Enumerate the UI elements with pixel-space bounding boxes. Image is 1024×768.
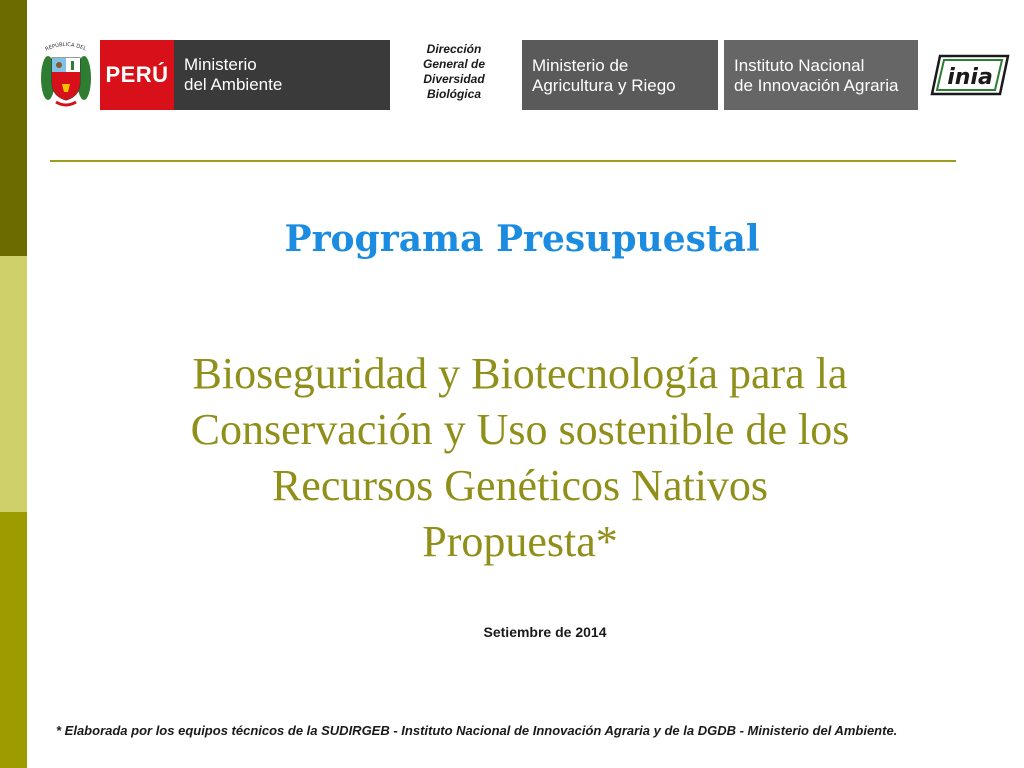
minam-line-2: del Ambiente [184,75,283,94]
inia-line-2: de Innovación Agraria [734,76,899,95]
minagri-line-1: Ministerio de [532,56,629,75]
minagri-line-2: Agricultura y Riego [532,76,676,95]
inia-logo-text: inia [947,65,993,90]
dgdb-line-3: Diversidad [423,72,485,86]
inia-line-1: Instituto Nacional [734,56,865,75]
slide-subtitle [60,346,980,570]
minam-name [174,40,390,110]
subtitle-line-4: Propuesta* [422,517,618,566]
dgdb-line-4: Biológica [426,87,481,101]
coat-text: REPÚBLICA DEL [44,41,87,53]
side-bar-bottom [0,512,27,768]
inia-institute-logo [724,40,918,110]
inia-logo-icon [928,52,1012,98]
subtitle-line-2: Conservación y Uso sostenible de los [190,405,850,454]
subtitle-line-3: Recursos Genéticos Nativos [271,461,769,510]
peru-coat-of-arms-icon [38,38,94,110]
dgdb-line-2: General de [422,57,486,71]
peru-label: PERÚ [100,40,174,110]
slide-title: Programa Presupuestal [284,218,760,260]
dgdb-line-1: Dirección [426,42,482,56]
slide-date: Setiembre de 2014 [483,624,607,640]
minam-line-1: Ministerio [184,55,257,74]
slide-footnote: * Elaborada por los equipos técnicos de la SUDIRGEB - Instituto Nacional de Innovación Agraria y de la DGDB - Ministerio del Ambiente. [56,723,898,738]
minam-logo [100,40,390,110]
minagri-logo [522,40,718,110]
subtitle-line-1: Bioseguridad y Biotecnología para la [192,349,848,398]
side-bar-middle [0,256,27,512]
header-divider [50,160,956,162]
dgdb-label [400,42,508,102]
